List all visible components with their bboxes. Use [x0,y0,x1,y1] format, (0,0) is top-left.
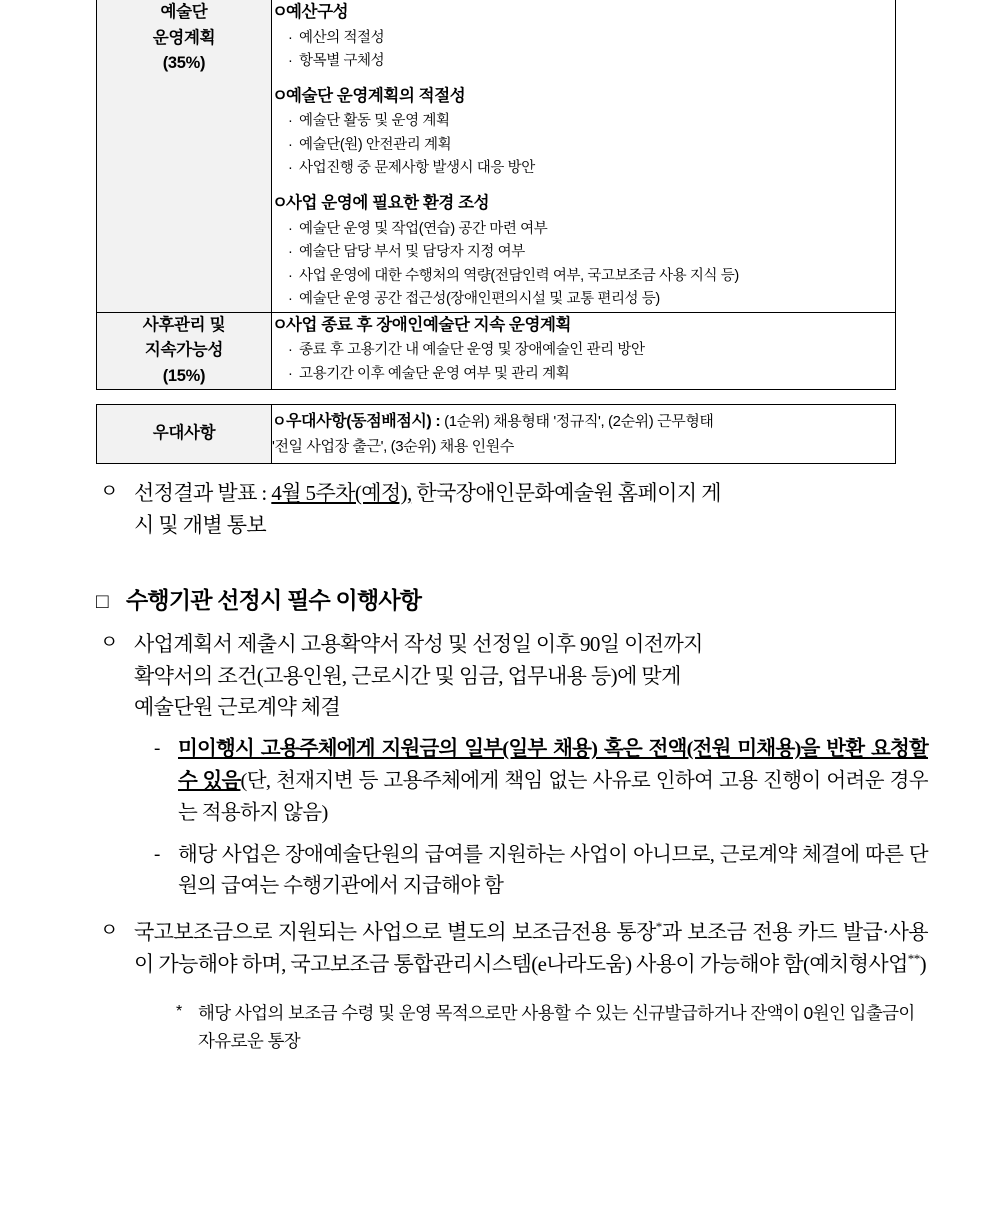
middot-icon: · [288,291,293,308]
criteria-sub-item: · 예술단 담당 부서 및 담당자 지정 여부 [272,241,895,264]
criteria-sub-item: · 항목별 구체성 [272,50,895,73]
circle-bullet-icon: ㅇ [100,631,118,653]
sub-requirement-1 [96,734,928,829]
square-bullet-icon: □ [96,589,108,613]
result-notice-date: 4월 5주차(예정), [271,480,412,505]
result-notice-block [96,478,928,542]
footnote-text: 해당 사업의 보조금 수령 및 운영 목적으로만 사용할 수 있는 신규발급하거나 잔액이 0원인 입출금이 자유로운 통장 [198,1003,915,1052]
criteria-group-head: ㅇ예술단 운영계획의 적절성 [272,84,895,109]
circle-marker-icon: ㅇ [272,193,288,212]
middot-icon: · [288,29,293,46]
requirement-item-1 [96,629,928,725]
result-notice-text-line2: 시 및 개별 통보 [134,512,267,537]
category-percent: (15%) [162,366,206,385]
circle-bullet-icon: ㅇ [100,480,118,502]
middot-icon: · [288,267,293,284]
table-row [97,405,896,464]
preferred-detail-cell [272,405,896,464]
requirement-item-2 [96,917,928,981]
dash-bullet-icon: - [154,843,160,865]
section-heading [96,582,928,615]
middot-icon: · [288,160,293,177]
criteria-category-cell [97,312,272,390]
requirement-text [134,629,928,661]
category-line-1: 사후관리 및 [142,315,226,334]
criteria-group [272,313,895,387]
criteria-group-head: ㅇ사업 운영에 필요한 환경 조성 [272,191,895,216]
criteria-sub-item: · 사업진행 중 문제사항 발생시 대응 방안 [272,157,895,180]
sub-requirement-2-text: 해당 사업은 장애예술단원의 급여를 지원하는 사업이 아니므로, 근로계약 체결에 따른 단원의 급여는 수행기관에서 지급해야 함 [178,843,928,898]
middot-icon: · [288,220,293,237]
sub-requirement-2 [96,840,928,904]
preferred-line-1: ㅇ우대사항(동점배점시) : (1순위) 채용형태 '정규직', (2순위) 근무형태 [272,409,895,435]
preferred-criteria-table [96,404,896,464]
middot-icon: · [288,53,293,70]
footnote-block [96,999,928,1055]
requirement-item-2-text: 국고보조금으로 지원되는 사업으로 별도의 보조금전용 통장*과 보조금 전용 카드 발급·사용이 가능해야 하며, 국고보조금 통합관리시스템(e나라도움) 사용이 가능해야 함(예치형사업**) [134,919,928,977]
sub-requirement-1-text: 미이행시 고용주체에게 지원금의 일부(일부 채용) 혹은 전액(전원 미채용)을 반환 요청할 수 있음(단, 천재지변 등 고용주체에게 책임 없는 사유로 인하여 고용 진행이 어려운 경우는 적용하지 않음) [178,738,928,824]
criteria-sub-item: · 예술단 운영 공간 접근성(장애인편의시설 및 교통 편리성 등) [272,288,895,311]
result-notice-item-cont [96,510,928,542]
preferred-category-cell: 우대사항 [97,405,272,464]
evaluation-criteria-table-wrapper [96,0,928,390]
requirement-text-line1: 사업계획서 제출시 고용확약서 작성 및 선정일 이후 90일 이전까지 [134,631,703,656]
middot-icon: · [288,365,293,382]
criteria-group [272,191,895,312]
criteria-sub-item: · 예술단 활동 및 운영 계획 [272,110,895,133]
requirement-line [96,629,928,661]
requirement-line [96,661,928,693]
circle-marker-icon: ㅇ [272,315,288,334]
table-row [97,312,896,390]
criteria-sub-item: · 사업 운영에 대한 수행처의 역량(전담인력 여부, 국고보조금 사용 지식 등) [272,265,895,288]
dash-bullet-icon: - [154,738,160,760]
category-line-2: 지속가능성 [144,341,224,360]
criteria-category-cell [97,0,272,312]
sub-requirement-1-emphasis: 미이행시 고용주체에게 지원금의 일부(일부 채용) 혹은 전액(전원 미채용)을 반환 요청할 수 있음 [178,738,928,793]
evaluation-criteria-table [96,0,896,390]
criteria-group [272,84,895,181]
table-row [97,0,896,312]
asterisk-icon: * [176,1003,182,1021]
criteria-sub-item: · 예술단(원) 안전관리 계획 [272,134,895,157]
middot-icon: · [288,136,293,153]
category-line-1: 예술단 [160,3,208,21]
criteria-sub-item: · 예술단 운영 및 작업(연습) 공간 마련 여부 [272,218,895,241]
category-line-2: 운영계획 [152,28,216,47]
footnote-marker-1: * [655,919,662,935]
requirement-line [96,692,928,724]
middot-icon: · [288,244,293,261]
section-title: 수행기관 선정시 필수 이행사항 [126,586,422,613]
circle-marker-icon: ㅇ [272,412,287,430]
criteria-sub-item: · 고용기간 이후 예술단 운영 여부 및 관리 계획 [272,363,895,386]
circle-marker-icon: ㅇ [272,3,288,21]
category-percent: (35%) [162,54,206,73]
middot-icon: · [288,113,293,130]
footnote-marker-2: ** [907,951,920,967]
circle-marker-icon: ㅇ [272,86,288,105]
requirement-text-line2: 확약서의 조건(고용인원, 근로시간 및 임금, 업무내용 등)에 맞게 [134,663,681,688]
criteria-group-head: ㅇ예산구성 [272,0,895,25]
criteria-detail-cell [272,312,896,390]
criteria-sub-item: · 예산의 적절성 [272,27,895,50]
criteria-sub-item: · 종료 후 고용기간 내 예술단 운영 및 장애예술인 관리 방안 [272,339,895,362]
criteria-group-head: ㅇ사업 종료 후 장애인예술단 지속 운영계획 [272,313,895,338]
criteria-group [272,0,895,74]
circle-bullet-icon: ㅇ [100,920,118,942]
criteria-detail-cell [272,0,896,312]
result-notice-text: 선정결과 발표 : 4월 5주차(예정), 한국장애인문화예술원 홈페이지 게 [134,480,721,505]
middot-icon: · [288,342,293,359]
preferred-line-2: '전일 사업장 출근', (3순위) 채용 인원수 [272,437,514,455]
result-notice-item [96,478,928,510]
requirement-text-line3: 예술단원 근로계약 체결 [134,695,341,720]
